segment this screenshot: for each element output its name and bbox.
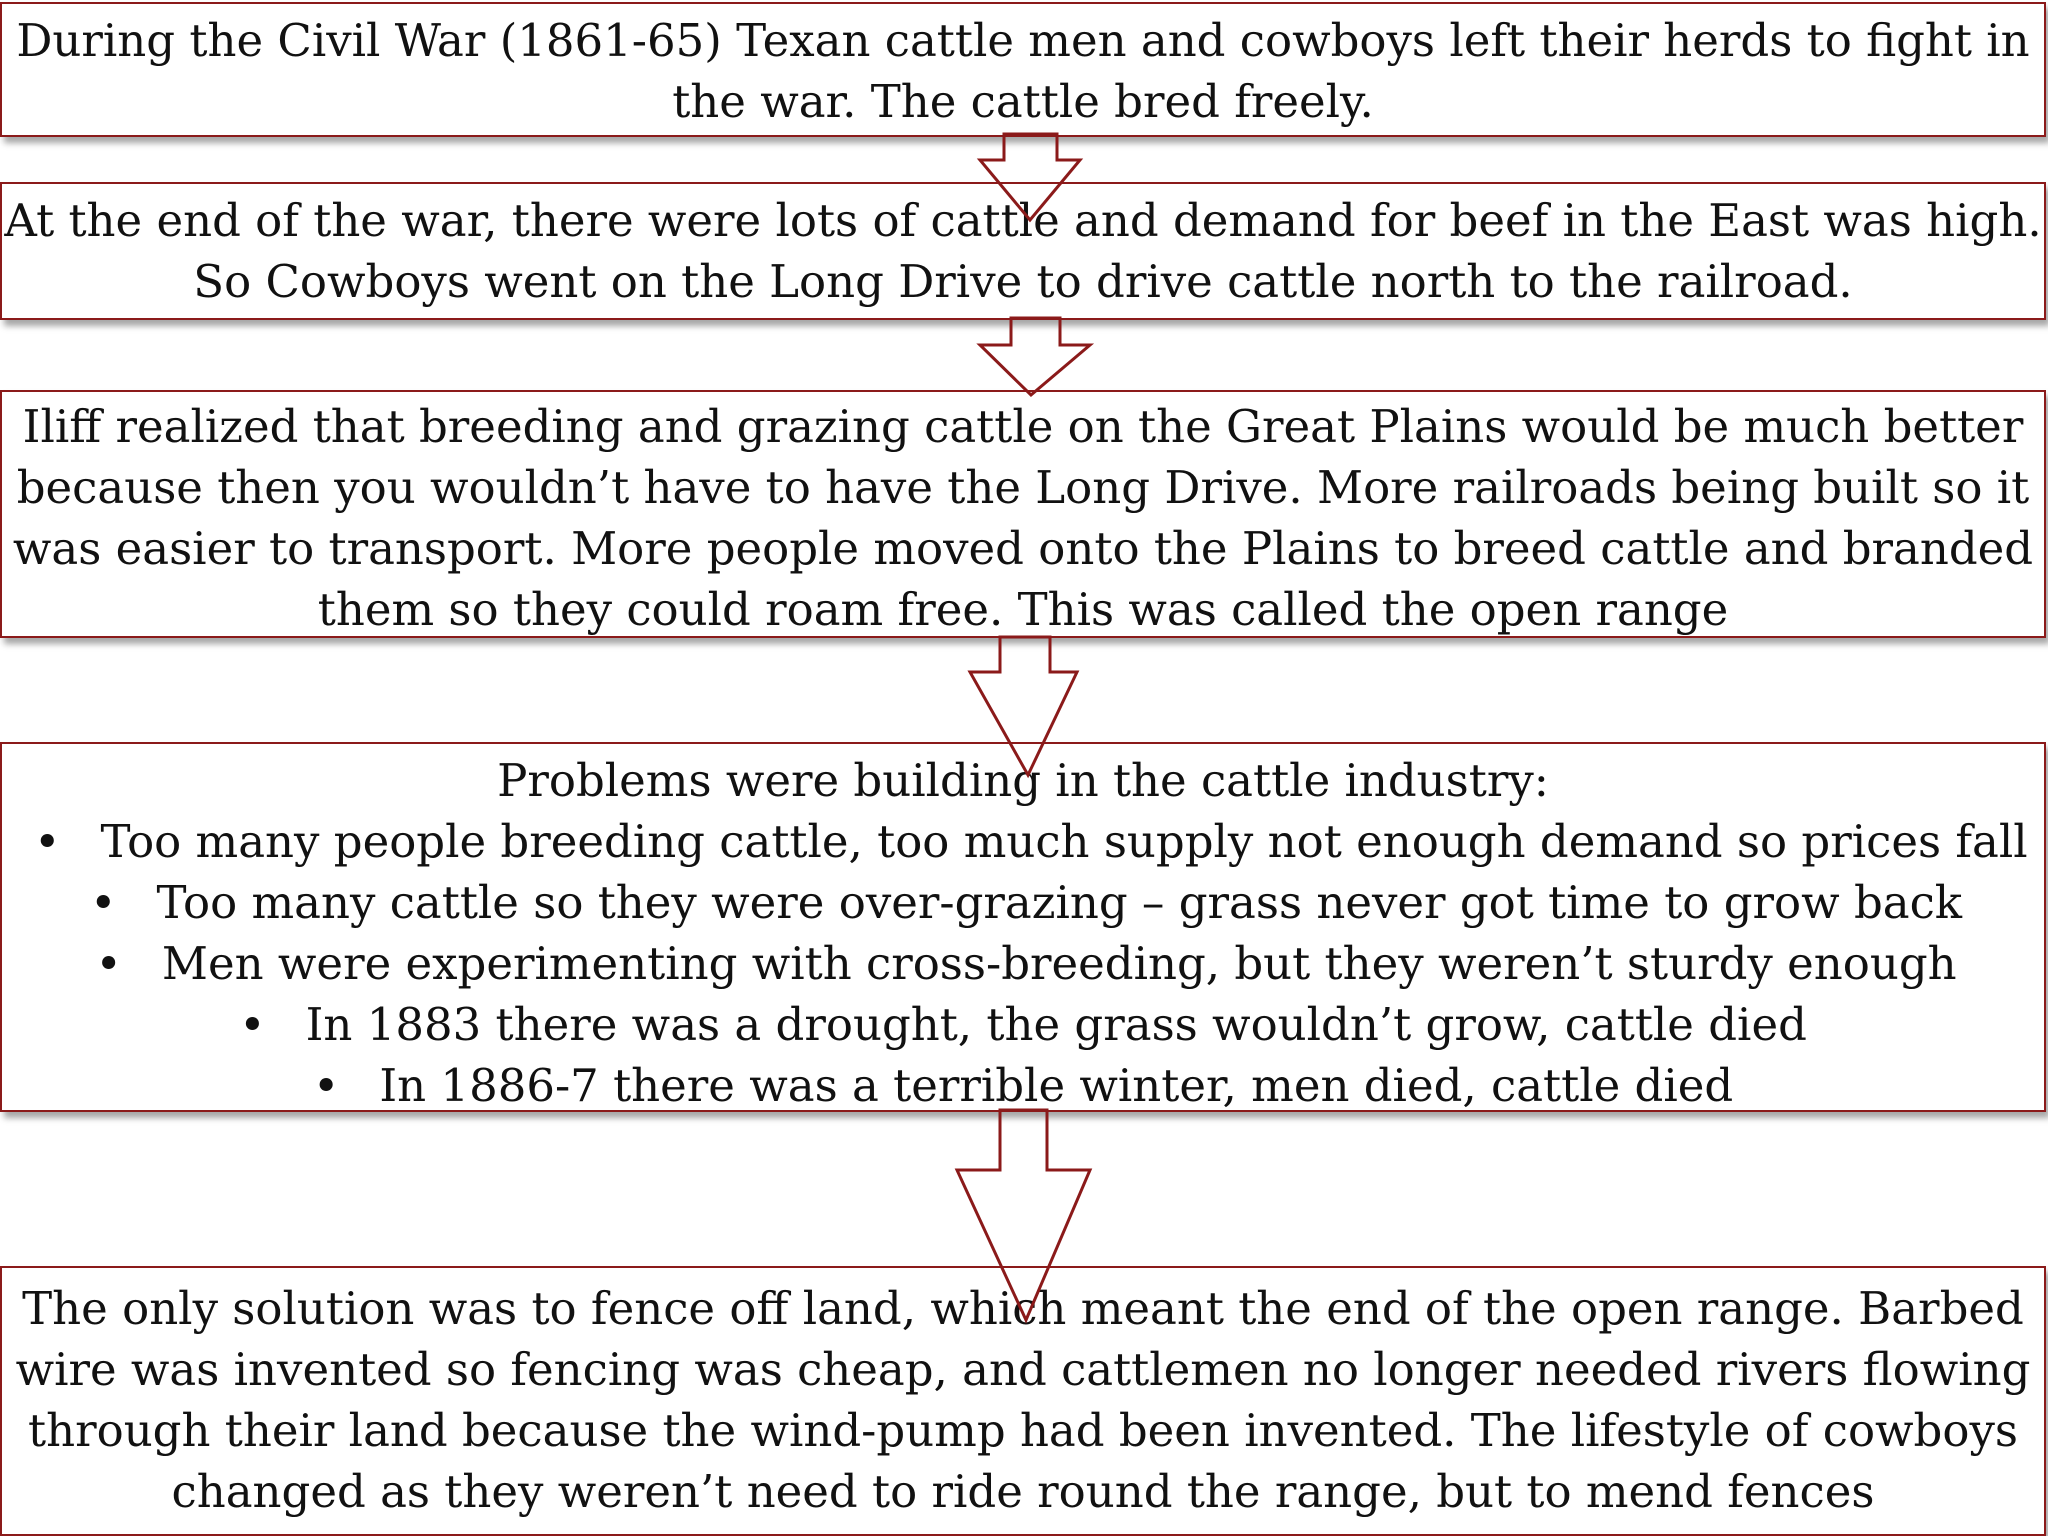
flow-box-barbed-wire-line: The only solution was to fence off land, which meant the end of the open range. Barbed: [22, 1282, 2024, 1335]
flow-box-barbed-wire: [0, 1266, 2046, 1536]
flow-box-barbed-wire-line: changed as they weren’t need to ride round the range, but to mend fences: [171, 1465, 1875, 1518]
flow-box-long-drive-line: So Cowboys went on the Long Drive to drive cattle north to the railroad.: [193, 255, 1853, 308]
problem-bullet-text: Too many cattle so they were over-grazing – grass never got time to grow back: [156, 876, 1963, 929]
problem-bullet-item: [2, 994, 2044, 1055]
problem-bullet-text: In 1886-7 there was a terrible winter, men died, cattle died: [379, 1059, 1734, 1112]
flow-box-open-range-line: them so they could roam free. This was called the open range: [317, 583, 1729, 636]
problem-bullet-item: [2, 1055, 2044, 1116]
flow-box-barbed-wire-line: wire was invented so fencing was cheap, and cattlemen no longer needed rivers flowing: [15, 1343, 2031, 1396]
bullet-icon: •: [239, 998, 266, 1051]
problems-heading: Problems were building in the cattle industry:: [497, 754, 1549, 807]
flow-box-open-range-line: because then you wouldn’t have to have the Long Drive. More railroads being built so it: [16, 461, 2030, 514]
problem-bullet-item: [2, 933, 2044, 994]
bullet-icon: •: [34, 815, 61, 868]
flow-box-civil-war-line: During the Civil War (1861-65) Texan cattle men and cowboys left their herds to fight in: [16, 14, 2030, 67]
bullet-icon: •: [89, 876, 117, 929]
flow-box-open-range-line: was easier to transport. More people moved onto the Plains to breed cattle and branded: [12, 522, 2034, 575]
flow-box-barbed-wire-line: through their land because the wind-pump had been invented. The lifestyle of cowboys: [28, 1404, 2018, 1457]
flow-box-open-range-line: Iliff realized that breeding and grazing cattle on the Great Plains would be much better: [22, 400, 2024, 453]
flow-box-long-drive: [0, 182, 2046, 320]
flow-box-long-drive-line: At the end of the war, there were lots of cattle and demand for beef in the East was high.: [4, 194, 2042, 247]
flow-box-civil-war-line: the war. The cattle bred freely.: [672, 75, 1374, 128]
problem-bullet-text: Men were experimenting with cross-breeding, but they weren’t sturdy enough: [161, 937, 1957, 990]
down-arrow-icon: [980, 318, 1090, 395]
bullet-icon: •: [95, 937, 122, 990]
problem-bullet-text: Too many people breeding cattle, too much supply not enough demand so prices fall: [100, 815, 2028, 868]
flow-box-problems: [0, 742, 2046, 1112]
problem-bullet-item: [2, 872, 2044, 933]
problem-bullet-text: In 1883 there was a drought, the grass wouldn’t grow, cattle died: [305, 998, 1807, 1051]
problem-bullet-item: [2, 811, 2044, 872]
flow-box-open-range: [0, 390, 2046, 638]
bullet-icon: •: [312, 1059, 340, 1112]
flow-box-civil-war: [0, 2, 2046, 137]
